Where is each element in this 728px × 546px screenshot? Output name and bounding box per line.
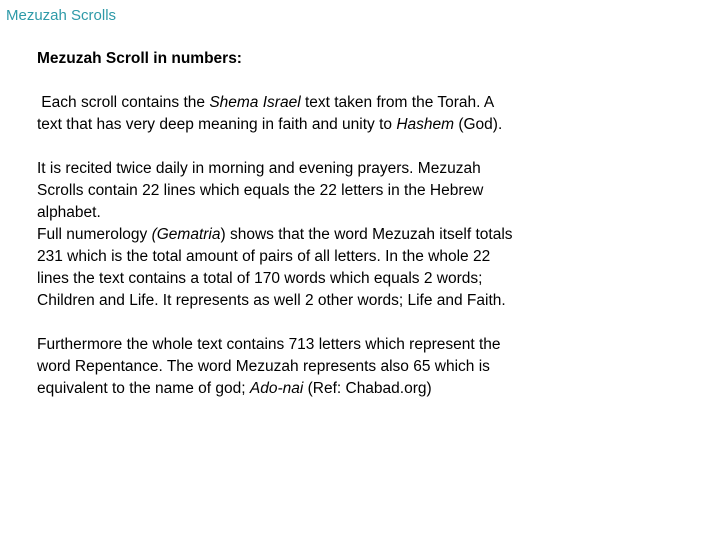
emphasis-ado-nai: Ado-nai: [249, 380, 304, 397]
spacer: [37, 70, 717, 92]
paragraph-1-line-1: [37, 92, 717, 114]
paragraph-1-line-2: [37, 114, 717, 136]
emphasis-shema-israel: Shema Israel: [209, 94, 301, 111]
paragraph-2-line-5: 231 which is the total amount of pairs of all letters. In the whole 22: [37, 248, 491, 265]
text-span: Full numerology: [37, 226, 152, 243]
paragraph-3-line-3: [37, 378, 717, 400]
paragraph-2-line-7: Children and Life. It represents as well 2 other words; Life and Faith.: [37, 292, 506, 309]
page-title: Mezuzah Scrolls: [6, 7, 117, 24]
paragraph-3-line-2: word Repentance. The word Mezuzah represents also 65 which is: [37, 358, 490, 375]
spacer: [37, 312, 717, 334]
section-heading: Mezuzah Scroll in numbers:: [37, 50, 242, 67]
paragraph-2-line-2: Scrolls contain 22 lines which equals the 22 letters in the Hebrew: [37, 182, 484, 199]
paragraph-2-line-4: [37, 224, 717, 246]
text-span: Each scroll contains the: [37, 94, 210, 111]
text-span: (God).: [454, 116, 503, 133]
text-span: (Ref: Chabad.org): [303, 380, 432, 397]
paragraph-3-line-1: Furthermore the whole text contains 713 letters which represent the: [37, 336, 501, 353]
paragraph-2-line-3: alphabet.: [37, 204, 101, 221]
text-span: ) shows that the word Mezuzah itself totals: [220, 226, 513, 243]
content-body: [37, 48, 717, 400]
text-span: text that has very deep meaning in faith and unity to: [37, 116, 397, 133]
text-span: equivalent to the name of god;: [37, 380, 250, 397]
emphasis-hashem: Hashem: [396, 116, 455, 133]
spacer: [37, 136, 717, 158]
emphasis-gematria: (Gematria: [151, 226, 221, 243]
paragraph-2-line-1: It is recited twice daily in morning and evening prayers. Mezuzah: [37, 160, 481, 177]
text-span: text taken from the Torah. A: [300, 94, 495, 111]
paragraph-2-line-6: lines the text contains a total of 170 words which equals 2 words;: [37, 270, 483, 287]
